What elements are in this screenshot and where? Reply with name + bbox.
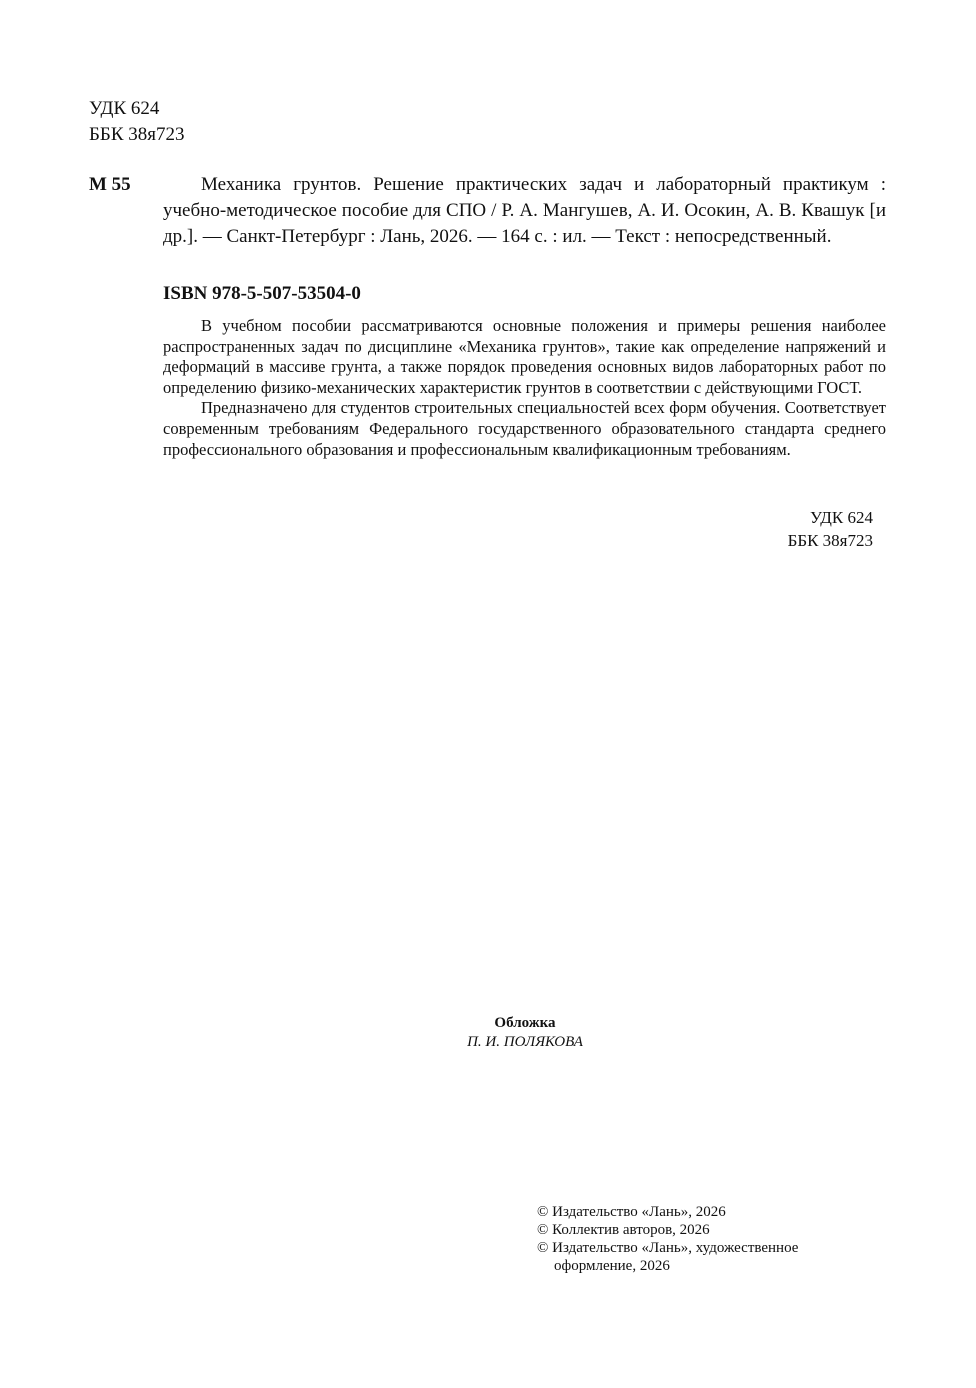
cover-label: Обложка [494,1015,556,1031]
bibliographic-description: Механика грунтов. Решение практических задач и лабораторный практикум : учебно-методическое пособие для СПО / Р. А. Мангушев, А. И. Осокин, А. В. Квашук [и др.]. — Санкт-Петербург : Лань, 2026. — 164 с. : ил. — Текст : непосредственный. [163,174,886,247]
copyright-block [537,1203,857,1275]
annotation-paragraph: Предназначено для студентов строительных специальностей всех форм обучения. Соответствует современным требованиям Федерального государственного образовательного стандарта среднего профессионального образования и профессиональным квалификационным требованиям. [163,398,886,459]
udk-code-right: УДК 624 [809,508,873,527]
copyright-line: © Издательство «Лань», художественное [537,1240,799,1256]
cover-designer: П. И. ПОЛЯКОВА [467,1034,583,1050]
bbk-code-right: ББК 38я723 [787,531,873,550]
bbk-code: ББК 38я723 [89,124,185,145]
annotation [163,316,886,460]
isbn: ISBN 978-5-507-53504-0 [163,283,361,304]
udk-code: УДК 624 [89,98,160,119]
right-classification [700,506,873,552]
cover-credit [400,1014,650,1052]
copyright-line: © Коллектив авторов, 2026 [537,1222,710,1238]
copyright-line: © Издательство «Лань», 2026 [537,1204,726,1220]
author-sign: М 55 [89,174,131,195]
top-classification [89,96,184,148]
copyright-line: оформление, 2026 [554,1258,670,1274]
annotation-paragraph: В учебном пособии рассматриваются основные положения и примеры решения наиболее распространенных задач по дисциплине «Механика грунтов», такие как определение напряжений и деформаций в массиве грунта, а также порядок проведения основных видов лабораторных работ по определению физико-механических характеристик грунтов в соответствии с действующими ГОСТ. [163,316,886,397]
